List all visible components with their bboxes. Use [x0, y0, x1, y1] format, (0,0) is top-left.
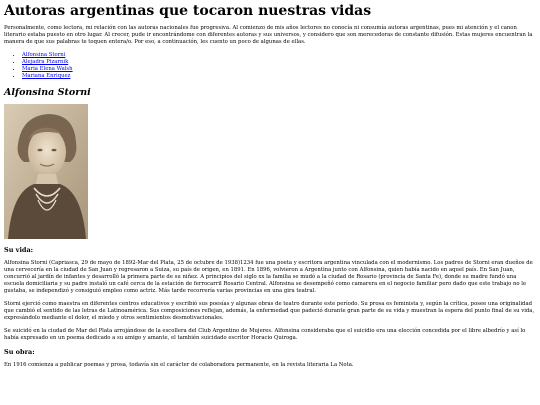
vida-heading: Su vida: [4, 246, 34, 254]
nav-link-storni[interactable]: Alfonsina Storni [22, 52, 66, 58]
obra-heading: Su obra: [4, 348, 35, 356]
nav-link-enriquez[interactable]: Mariana Enriquez [22, 73, 71, 79]
nav-link-walsh[interactable]: Maria Elena Walsh [22, 66, 73, 72]
vida-paragraph-1: Alfonsina Storni (Capriasca, 29 de mayo de 1892-Mar del Plata, 25 de octubre de 1938)1234 fue una poeta y escritora argentina vinculada con el modernismo. Los padres de Storni eran dueños de una cervecería en la ciudad de San Juan y regresaron a Suiza, su país de origen, en 1891. En 1896, volvieron a Argentina junto con Alfonsina, quien había nacido en aquel país. En San Juan, concurrió al jardín de infantes y desarrolló la primera parte de su niñez. A principios del siglo xx la familia se mudó a la ciudad de Rosario (provincia de Santa Fe), donde su madre fundó una escuela domiciliaria y su padre instaló un café cerca de la estación de ferrocarril Rosario Central. Alfonsina se desempeñó como camarera en el negocio familiar pero dado que este trabajo no le gustaba, se independizó y consiguió empleo como actriz. Más tarde recorrería varias provincias en una gira teatral. [4, 260, 533, 294]
nav-item-pizarnik [22, 59, 536, 66]
vida-paragraph-2: Storni ejerció como maestra en diferentes centros educativos y escribió sus poesías y algunas obras de teatro durante este período. Su prosa es feminista y, según la crítica, posee una originalidad que cambió el sentido de las letras de Latinoamérica. Sus composiciones reflejan, además, la enfermedad que padeció durante gran parte de su vida y muestran la espera del punto final de su vida, expresándolo mediante el dolor, el miedo y otros sentimientos desmotivacionales. [4, 301, 535, 321]
nav-item-enriquez [22, 73, 536, 80]
intro-paragraph: Personalmente, como lectora, mi relación con las autoras nacionales fue progresiva. Al comienzo de mis años lectores no conocía ni consumía autoras argentinas, pues mi atención y el canon literario estaba puesto en otro lugar. Al crecer, pude ir encontrándome con diferentes autoras y sus universos, y considero que son merecedoras de constante difusión. Estas mujeres encuentran la manera de que sus palabras te toquen entera/o. Por eso, a continuación, les cuento un poco de algunas de ellas. [4, 25, 533, 45]
page-title: Autoras argentinas que tocaron nuestras vidas [4, 3, 372, 19]
section-heading: Alfonsina Storni [4, 87, 91, 98]
obra-paragraph-1: En 1916 comienza a publicar poemas y prosa, todavía sin el carácter de colaboradora permanente, en la revista literaria La Nota. [4, 362, 354, 368]
vida-paragraph-3: Se suicidó en la ciudad de Mar del Plata arrojándose de la escollera del Club Argentino de Mujeres. Alfonsina consideraba que el suicidio era una elección concedida por el libre albedrío y así lo había expresado en un poema dedicado a su amigo y amante, el también suicidado escritor Horacio Quiroga. [4, 328, 526, 341]
author-portrait [4, 104, 88, 239]
author-nav [4, 52, 536, 80]
nav-item-storni [22, 52, 536, 59]
nav-link-pizarnik[interactable]: Alejadra Pizarnik [22, 59, 69, 65]
nav-item-walsh [22, 66, 536, 73]
